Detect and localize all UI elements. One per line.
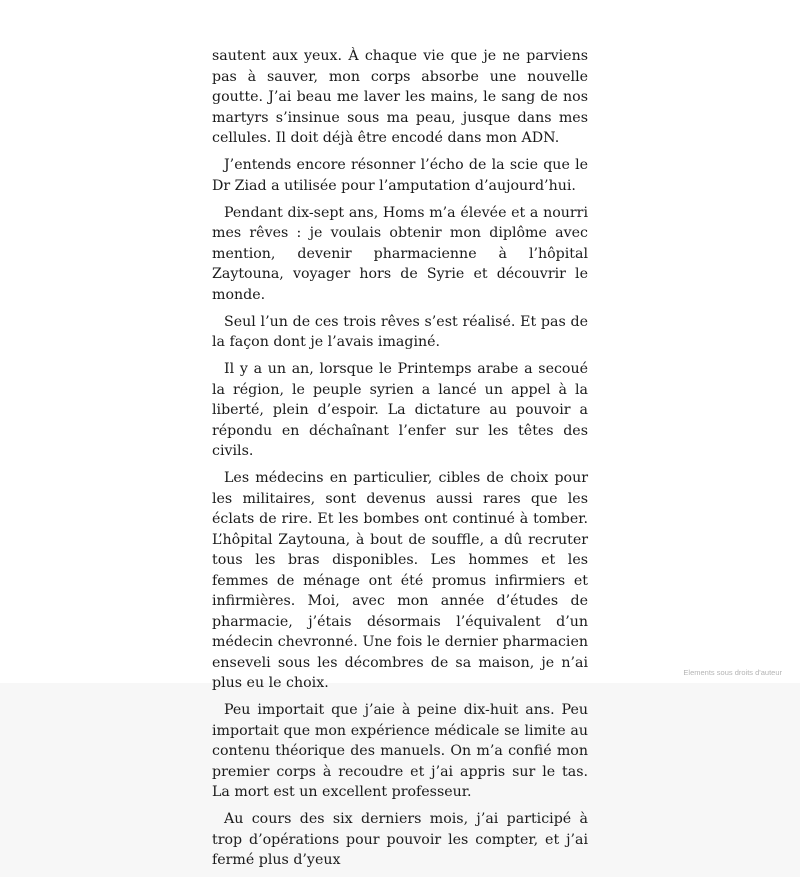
- body-text: [212, 46, 588, 877]
- copyright-watermark: Elements sous droits d'auteur: [683, 668, 782, 677]
- paragraph: sautent aux yeux. À chaque vie que je ne parviens pas à sauver, mon corps absorbe une nouvelle goutte. J’ai beau me laver les mains, le sang de nos martyrs s’insinue sous ma peau, jusque dans mes cellules. Il doit déjà être encodé dans mon ADN.: [212, 48, 588, 146]
- paragraph: J’entends encore résonner l’écho de la scie que le Dr Ziad a utilisée pour l’amputation d’aujourd’hui.: [212, 157, 588, 194]
- paragraph: Peu importait que j’aie à peine dix-huit ans. Peu importait que mon expérience médicale se limite au contenu théorique des manuels. On m’a confié mon premier corps à recoudre et j’ai appris sur le tas. La mort est un excellent professeur.: [212, 702, 588, 800]
- paragraph: Pendant dix-sept ans, Homs m’a élevée et a nourri mes rêves : je voulais obtenir mon diplôme avec mention, devenir pharmacienne à l’hôpital Zaytouna, voyager hors de Syrie et découvrir le monde.: [212, 204, 588, 303]
- paragraph: Il y a un an, lorsque le Printemps arabe a secoué la région, le peuple syrien a lancé un appel à la liberté, plein d’espoir. La dictature au pouvoir a répondu en déchaînant l’enfer sur les têtes des civils.: [212, 361, 588, 459]
- paragraph: Au cours des six derniers mois, j’ai participé à trop d’opérations pour pouvoir les compter, et j’ai fermé plus d’yeux: [212, 811, 588, 868]
- paragraph: Seul l’un de ces trois rêves s’est réalisé. Et pas de la façon dont je l’avais imaginé.: [212, 313, 588, 350]
- paragraph: Les médecins en particulier, cibles de choix pour les militaires, sont devenus aussi rares que les éclats de rire. Et les bombes ont continué à tomber. L’hôpital Zaytouna, à bout de souffle, a dû recruter tous les bras disponibles. Les hommes et les femmes de ménage ont été promus infirmiers et infirmières. Moi, avec mon année d’études de pharmacie, j’étais désormais l’équivalent d’un médecin chevronné. Une fois le dernier pharmacien enseveli sous les décombres de sa maison, je n’ai plus eu le choix.: [212, 470, 588, 691]
